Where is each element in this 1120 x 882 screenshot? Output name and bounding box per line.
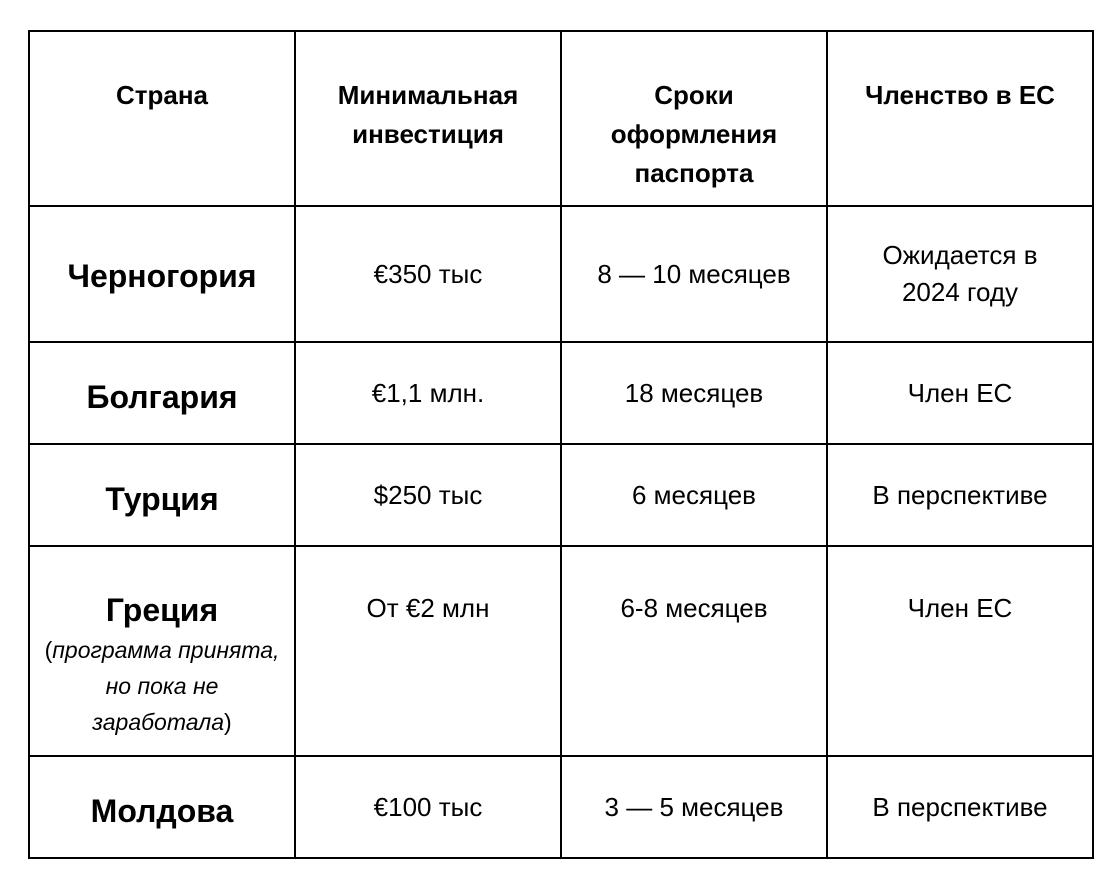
table-row [29,546,1093,756]
country-name: Турция [105,481,219,517]
note-open-paren: ( [44,637,53,663]
header-passport-timeline: Сроки оформления паспорта [561,31,827,206]
country-cell [29,342,295,444]
header-country: Страна [29,31,295,206]
table-header-row [29,31,1093,206]
header-min-investment: Минимальная инвестиция [295,31,561,206]
country-name: Молдова [90,793,234,829]
eu-membership-cell: Член ЕС [827,342,1093,444]
investment-cell: €1,1 млн. [295,342,561,444]
country-cell [29,756,295,858]
timeline-cell: 6-8 месяцев [561,546,827,756]
investment-cell: $250 тыс [295,444,561,546]
investment-cell: €350 тыс [295,206,561,342]
timeline-cell: 8 — 10 месяцев [561,206,827,342]
timeline-cell: 3 — 5 месяцев [561,756,827,858]
country-cell [29,206,295,342]
citizenship-comparison-table [28,30,1094,859]
timeline-cell: 18 месяцев [561,342,827,444]
table-row [29,756,1093,858]
header-eu-membership: Членство в ЕС [827,31,1093,206]
eu-membership-cell: В перспективе [827,756,1093,858]
eu-membership-cell: В перспективе [827,444,1093,546]
note-close-paren: ) [224,709,232,735]
country-name: Греция [105,592,219,628]
table-row [29,342,1093,444]
country-name: Болгария [86,379,238,415]
eu-membership-cell: Ожидается в 2024 году [827,206,1093,342]
table-row [29,444,1093,546]
timeline-cell: 6 месяцев [561,444,827,546]
investment-cell: От €2 млн [295,546,561,756]
note-text: программа принята, но пока не заработала [52,637,280,735]
eu-membership-cell: Член ЕС [827,546,1093,756]
investment-cell: €100 тыс [295,756,561,858]
country-cell [29,444,295,546]
country-note [40,632,284,740]
country-cell [29,546,295,756]
table-row [29,206,1093,342]
country-name: Черногория [67,258,257,294]
